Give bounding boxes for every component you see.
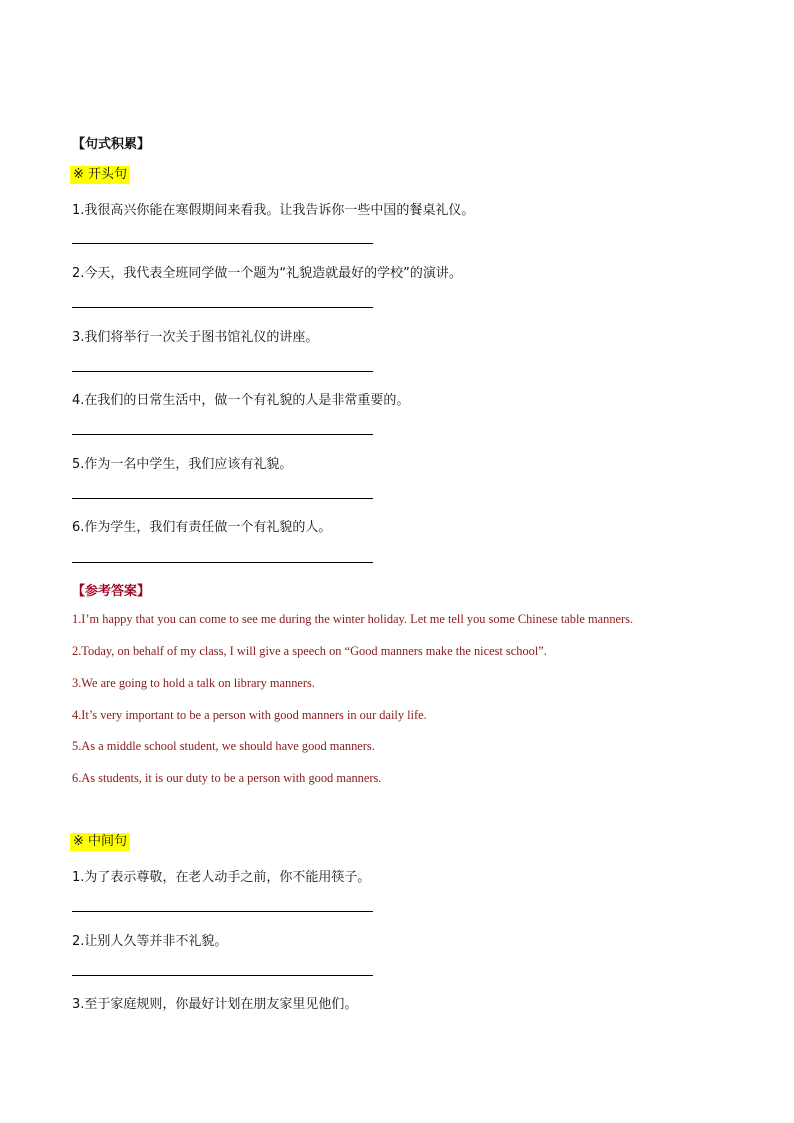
opening-question-5: 5.作为一名中学生，我们应该有礼貌。: [72, 457, 293, 472]
opening-question-6: 6.作为学生，我们有责任做一个有礼貌的人。: [72, 520, 332, 535]
opening-question-2: 2.今天，我代表全班同学做一个题为“礼貌造就最好的学校”的演讲。: [72, 266, 462, 281]
reference-answer-5: 5.As a middle school student, we should have good manners.: [72, 739, 375, 753]
opening-question-3: 3.我们将举行一次关于图书馆礼仪的讲座。: [72, 330, 319, 345]
opening-question-1: 1.我很高兴你能在寒假期间来看我。让我告诉你一些中国的餐桌礼仪。: [72, 203, 475, 218]
answer-line: [72, 243, 373, 244]
answer-line: [72, 307, 373, 308]
reference-answer-1: 1.I’m happy that you can come to see me during the winter holiday. Let me tell you some Chinese table manners.: [72, 612, 634, 626]
opening-question-4: 4.在我们的日常生活中，做一个有礼貌的人是非常重要的。: [72, 393, 410, 408]
section-title: 【句式积累】: [72, 137, 151, 152]
answer-line: [72, 498, 373, 499]
answer-line: [72, 911, 373, 912]
answer-line: [72, 975, 373, 976]
reference-answer-6: 6.As students, it is our duty to be a person with good manners.: [72, 771, 382, 785]
reference-title: 【参考答案】: [72, 584, 151, 599]
middle-question-3: 3.至于家庭规则，你最好计划在朋友家里见他们。: [72, 997, 358, 1012]
answer-line: [72, 434, 373, 435]
middle-question-2: 2.让别人久等并非不礼貌。: [72, 934, 228, 949]
answer-line: [72, 371, 373, 372]
reference-answer-2: 2.Today, on behalf of my class, I will give a speech on “Good manners make the nicest school”.: [72, 644, 547, 658]
answer-line: [72, 562, 373, 563]
reference-answer-4: 4.It’s very important to be a person with good manners in our daily life.: [72, 708, 427, 722]
reference-answer-3: 3.We are going to hold a talk on library manners.: [72, 676, 315, 690]
middle-label: ※ 中间句: [70, 833, 130, 851]
opening-label: ※ 开头句: [70, 166, 130, 184]
middle-question-1: 1.为了表示尊敬，在老人动手之前，你不能用筷子。: [72, 870, 371, 885]
